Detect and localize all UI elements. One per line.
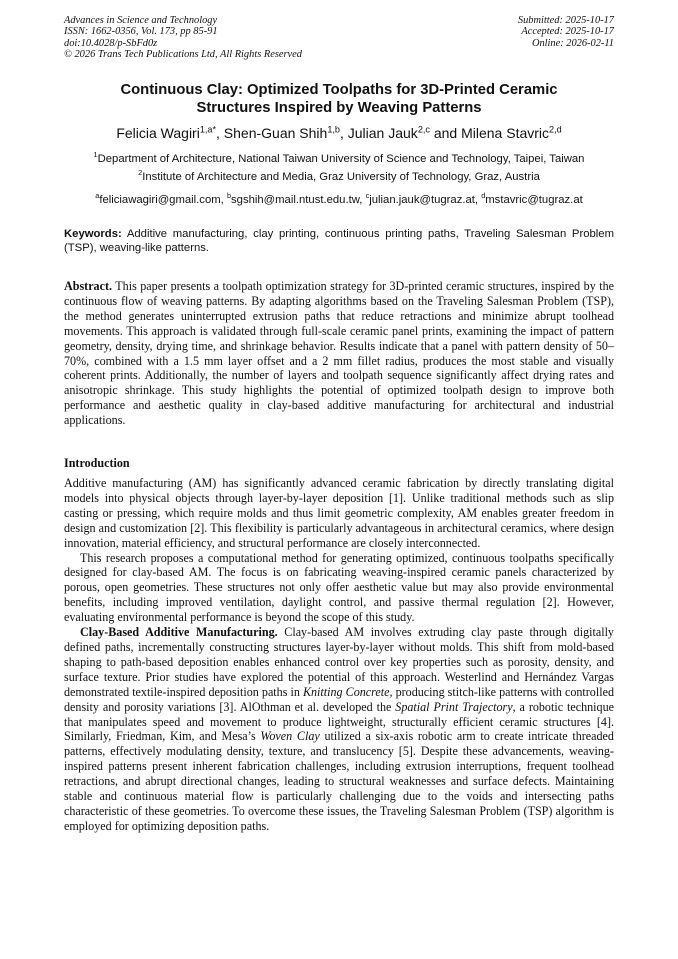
author-name: Julian Jauk — [347, 125, 418, 141]
author-name: Shen-Guan Shih — [223, 125, 328, 141]
author-list: Felicia Wagiri$^{1,a*}$, Shen-Guan Shih$^{1,b}$, Julian Jauk$^{2,c}$ and Milena Stavric$^{2,d}$ — [116, 124, 562, 141]
paper-title — [40, 81, 638, 117]
email-list: $^a$feliciawagiri@gmail.com, $^b$sgshih@mail.ntust.edu.tw, $^c$julian.jauk@tugraz.at, $^d$mstavric@tugraz.at — [95, 191, 583, 206]
submitted-date: Submitted: 2025-10-17 — [517, 15, 614, 26]
affiliation-2: $^2$Institute of Architecture and Media, Graz University of Technology, Graz, Austria — [138, 168, 540, 183]
project-name: Spatial Print Trajectory — [395, 699, 513, 714]
author-sup: 2,d — [549, 124, 562, 135]
keywords — [64, 227, 614, 256]
abstract-text: This paper presents a toolpath optimization strategy for 3D-printed ceramic structures, inspired by the continuous flow of weaving patterns. By adapting algorithms based on the Traveling Salesman Problem (TSP), the method generates uninterrupted extrusion paths that reduce retractions and minimize abrupt toolhead movements. This approach is validated through full-scale ceramic panel prints, examining the impact of pattern geometry, density, drying time, and shrinkage behavior. Results indicate that a panel with pattern density of 50–70%, combined with a 1.5 mm layer offset and a 2 mm fillet radius, produces the most stable and visually coherent prints. Additionally, the number of layers and toolpath sequence significantly affect drying rates and anisotropic shrinkage. This study highlights the potential of optimized toolpath design to improve both performance and aesthetic quality in clay-based additive manufacturing for architectural and industrial applications. — [64, 279, 614, 428]
project-name: Knitting Concrete — [302, 684, 390, 699]
author-name: Felicia Wagiri — [116, 125, 200, 141]
author-sup: 2,c — [417, 124, 430, 135]
keywords-text: Additive manufacturing, clay printing, continuous printing paths, Traveling Salesman Problem (TSP), weaving-like patterns. — [64, 228, 614, 255]
paragraph: This research proposes a computational method for generating optimized, continuous toolpaths specifically designed for clay-based AM. The focus is on fabricating weaving-inspired ceramic panels characterized by porous, open geometries. These structures not only offer aesthetic value but may also provide environmental benefits, including improved ventilation, daylight control, and passive thermal regulation [2]. However, evaluating environmental performance is beyond the scope of this study. — [64, 550, 614, 625]
author-sup: 1,b — [327, 124, 340, 135]
paragraph: Additive manufacturing (AM) has significantly advanced ceramic fabrication by directly translating digital models into physical objects through layer-by-layer deposition [1]. Unlike traditional methods such as slip casting or pressing, which require molds and thus limit geometric complexity, AM enables greater freedom in design and customization [2]. This flexibility is particularly advantageous in architectural ceramics, where design innovation, material efficiency, and structural performance are closely interconnected. — [64, 476, 614, 550]
introduction-heading: Introduction — [64, 456, 130, 470]
keywords-label: Keywords: — [64, 228, 122, 240]
journal-header — [64, 15, 302, 61]
abstract-label: Abstract. — [64, 279, 113, 293]
author-name: Milena Stavric — [461, 125, 550, 141]
email-link[interactable]: mstavric@tugraz.at — [485, 194, 583, 206]
subsection-label: Clay-Based Additive Manufacturing. — [80, 625, 278, 640]
journal-name: Advances in Science and Technology — [64, 15, 218, 26]
journal-doi[interactable]: doi:10.4028/p-SbFd0z — [64, 37, 158, 49]
introduction-body — [64, 476, 614, 834]
journal-issn: ISSN: 1662-0356, Vol. 173, pp 85-91 — [64, 26, 218, 38]
paragraph: Clay-Based Additive Manufacturing. Clay-based AM involves extruding clay paste through digitally defined paths, incrementally constructing structures layer-by-layer without molds. This shift from mold-based shaping to path-based deposition enables enhanced control over key properties such as porosity, density, and surface texture. Prior studies have explored the potential of this approach. Westerlind and Hernández Vargas demonstrated textile-inspired deposition paths in Knitting Concrete, producing stitch-like patterns with controlled density and porosity variations [3]. AlOthman et al. developed the Spatial Print Trajectory, a robotic technique that manipulates speed and movement to produce lightweight, structurally efficient ceramic structures [4]. Similarly, Friedman, Kim, and Mesa’s Woven Clay utilized a six-axis robotic arm to create intricate threaded patterns, effectively modulating density, texture, and translucency [5]. Despite these advancements, weaving-inspired patterns present inherent fabrication challenges, including extrusion interruptions, frequent toolhead retractions, and abrupt directional changes, leading to structural weaknesses and surface defects. Maintaining stable and continuous material flow is particularly challenging due to the voids and intersecting paths characteristic of these geometries. To overcome these issues, the Traveling Salesman Problem (TSP) algorithm is employed for optimizing deposition paths. — [64, 625, 614, 833]
project-name: Woven Clay — [260, 729, 320, 744]
email-link[interactable]: julian.jauk@tugraz.at — [369, 194, 475, 206]
title-line: Structures Inspired by Weaving Patterns — [196, 100, 482, 116]
author-sup: 1,a* — [199, 124, 217, 135]
submission-dates — [518, 15, 614, 49]
email-link[interactable]: sgshih@mail.ntust.edu.tw — [231, 194, 360, 206]
abstract — [64, 279, 614, 428]
accepted-date: Accepted: 2025-10-17 — [521, 26, 614, 38]
affiliation-1: $^1$Department of Architecture, National Taiwan University of Science and Technology, Taipei, Taiwan — [93, 150, 585, 165]
email-link[interactable]: feliciawagiri@gmail.com — [99, 194, 221, 206]
title-line: Continuous Clay: Optimized Toolpaths for 3D-Printed Ceramic — [120, 82, 558, 98]
copyright-line: © 2026 Trans Tech Publications Ltd, All Rights Reserved — [64, 49, 302, 61]
online-date: Online: 2026-02-11 — [531, 37, 614, 49]
